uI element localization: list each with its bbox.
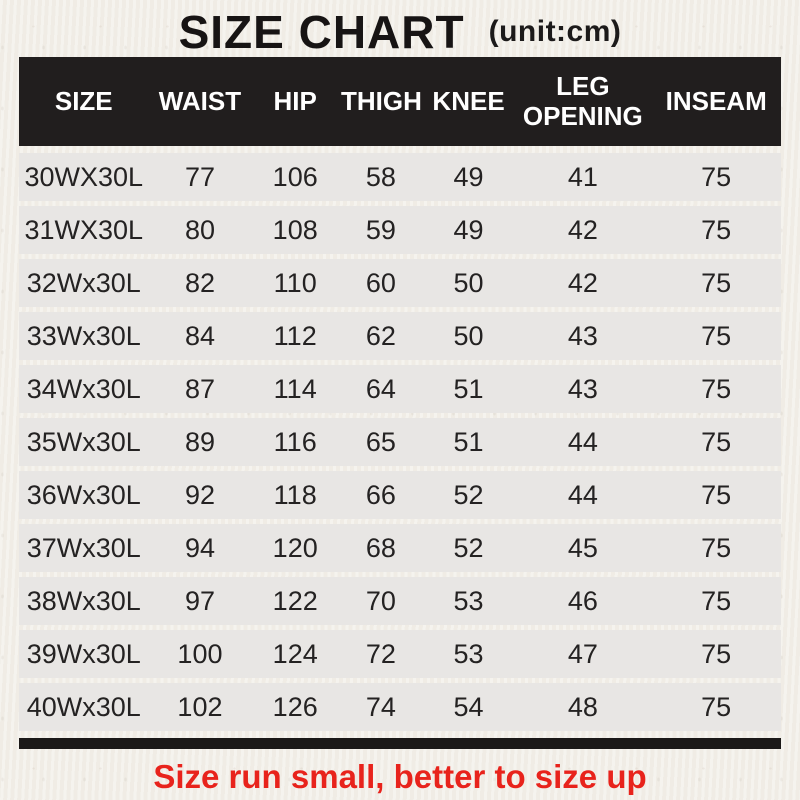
value-cell: 106 bbox=[272, 161, 318, 192]
column-header: KNEE bbox=[432, 85, 505, 116]
value-cell: 84 bbox=[184, 320, 215, 351]
value-cell: 66 bbox=[365, 479, 396, 510]
value-cell: 118 bbox=[273, 479, 317, 510]
value-cell: 112 bbox=[273, 320, 317, 351]
value-cell: 44 bbox=[567, 479, 598, 510]
table-body bbox=[19, 153, 781, 731]
value-cell: 82 bbox=[184, 267, 215, 298]
size-cell: 37Wx30L bbox=[26, 532, 141, 563]
value-cell: 77 bbox=[184, 161, 215, 192]
value-cell: 116 bbox=[273, 426, 317, 457]
value-cell: 94 bbox=[184, 532, 215, 563]
value-cell: 75 bbox=[701, 532, 732, 563]
value-cell: 74 bbox=[365, 691, 396, 722]
size-cell: 32Wx30L bbox=[26, 267, 141, 298]
value-cell: 75 bbox=[701, 479, 732, 510]
value-cell: 120 bbox=[272, 532, 318, 563]
value-cell: 54 bbox=[453, 691, 484, 722]
page-title bbox=[0, 0, 800, 57]
value-cell: 124 bbox=[272, 638, 318, 669]
size-cell: 33Wx30L bbox=[26, 320, 141, 351]
table-row bbox=[19, 312, 781, 360]
value-cell: 87 bbox=[184, 373, 215, 404]
value-cell: 65 bbox=[365, 426, 396, 457]
value-cell: 42 bbox=[567, 267, 598, 298]
table-row bbox=[19, 471, 781, 519]
value-cell: 75 bbox=[701, 214, 732, 245]
value-cell: 62 bbox=[365, 320, 396, 351]
value-cell: 92 bbox=[184, 479, 215, 510]
value-cell: 114 bbox=[273, 373, 317, 404]
value-cell: 59 bbox=[365, 214, 396, 245]
value-cell: 47 bbox=[567, 638, 598, 669]
header-row bbox=[19, 57, 781, 146]
value-cell: 41 bbox=[567, 161, 598, 192]
table-row bbox=[19, 365, 781, 413]
size-cell: 36Wx30L bbox=[26, 479, 141, 510]
value-cell: 100 bbox=[177, 638, 223, 669]
value-cell: 97 bbox=[184, 585, 215, 616]
value-cell: 75 bbox=[701, 691, 732, 722]
table-row bbox=[19, 206, 781, 254]
value-cell: 75 bbox=[701, 373, 732, 404]
size-cell: 30WX30L bbox=[24, 161, 144, 192]
value-cell: 48 bbox=[567, 691, 598, 722]
value-cell: 75 bbox=[701, 585, 732, 616]
table-bottom-bar bbox=[19, 738, 781, 749]
value-cell: 75 bbox=[701, 267, 732, 298]
value-cell: 64 bbox=[365, 373, 396, 404]
size-cell: 40Wx30L bbox=[26, 691, 141, 722]
value-cell: 53 bbox=[453, 585, 484, 616]
column-header: INSEAM bbox=[665, 85, 767, 116]
column-header: WAIST bbox=[158, 85, 242, 116]
value-cell: 68 bbox=[365, 532, 396, 563]
value-cell: 75 bbox=[701, 426, 732, 457]
table-row bbox=[19, 418, 781, 466]
value-cell: 50 bbox=[453, 267, 484, 298]
table-row bbox=[19, 630, 781, 678]
size-cell: 31WX30L bbox=[24, 214, 144, 245]
value-cell: 126 bbox=[272, 691, 318, 722]
value-cell: 51 bbox=[453, 426, 484, 457]
value-cell: 52 bbox=[453, 479, 484, 510]
value-cell: 72 bbox=[365, 638, 396, 669]
value-cell: 46 bbox=[567, 585, 598, 616]
size-cell: 35Wx30L bbox=[26, 426, 141, 457]
value-cell: 43 bbox=[567, 320, 598, 351]
value-cell: 60 bbox=[365, 267, 396, 298]
size-table bbox=[19, 57, 781, 749]
value-cell: 42 bbox=[567, 214, 598, 245]
value-cell: 49 bbox=[453, 161, 484, 192]
value-cell: 108 bbox=[272, 214, 318, 245]
value-cell: 53 bbox=[453, 638, 484, 669]
value-cell: 110 bbox=[273, 267, 317, 298]
size-cell: 38Wx30L bbox=[26, 585, 141, 616]
table-row bbox=[19, 259, 781, 307]
value-cell: 58 bbox=[365, 161, 396, 192]
value-cell: 80 bbox=[184, 214, 215, 245]
table-row bbox=[19, 577, 781, 625]
value-cell: 102 bbox=[177, 691, 223, 722]
column-header: SIZE bbox=[54, 85, 113, 116]
value-cell: 49 bbox=[453, 214, 484, 245]
value-cell: 122 bbox=[272, 585, 318, 616]
column-header: LEG OPENING bbox=[522, 71, 643, 131]
value-cell: 70 bbox=[365, 585, 396, 616]
title-text: SIZE CHART bbox=[178, 5, 465, 58]
table-row bbox=[19, 524, 781, 572]
value-cell: 45 bbox=[567, 532, 598, 563]
value-cell: 44 bbox=[567, 426, 598, 457]
column-header: HIP bbox=[273, 85, 317, 116]
value-cell: 75 bbox=[701, 320, 732, 351]
value-cell: 52 bbox=[453, 532, 484, 563]
value-cell: 50 bbox=[453, 320, 484, 351]
size-cell: 39Wx30L bbox=[26, 638, 141, 669]
size-cell: 34Wx30L bbox=[26, 373, 141, 404]
value-cell: 43 bbox=[567, 373, 598, 404]
unit-label: (unit:cm) bbox=[488, 14, 622, 48]
value-cell: 51 bbox=[453, 373, 484, 404]
value-cell: 89 bbox=[184, 426, 215, 457]
table-row bbox=[19, 153, 781, 201]
value-cell: 75 bbox=[701, 161, 732, 192]
column-header: THIGH bbox=[341, 85, 422, 116]
size-note: Size run small, better to size up bbox=[153, 758, 647, 795]
value-cell: 75 bbox=[701, 638, 732, 669]
table-row bbox=[19, 683, 781, 731]
